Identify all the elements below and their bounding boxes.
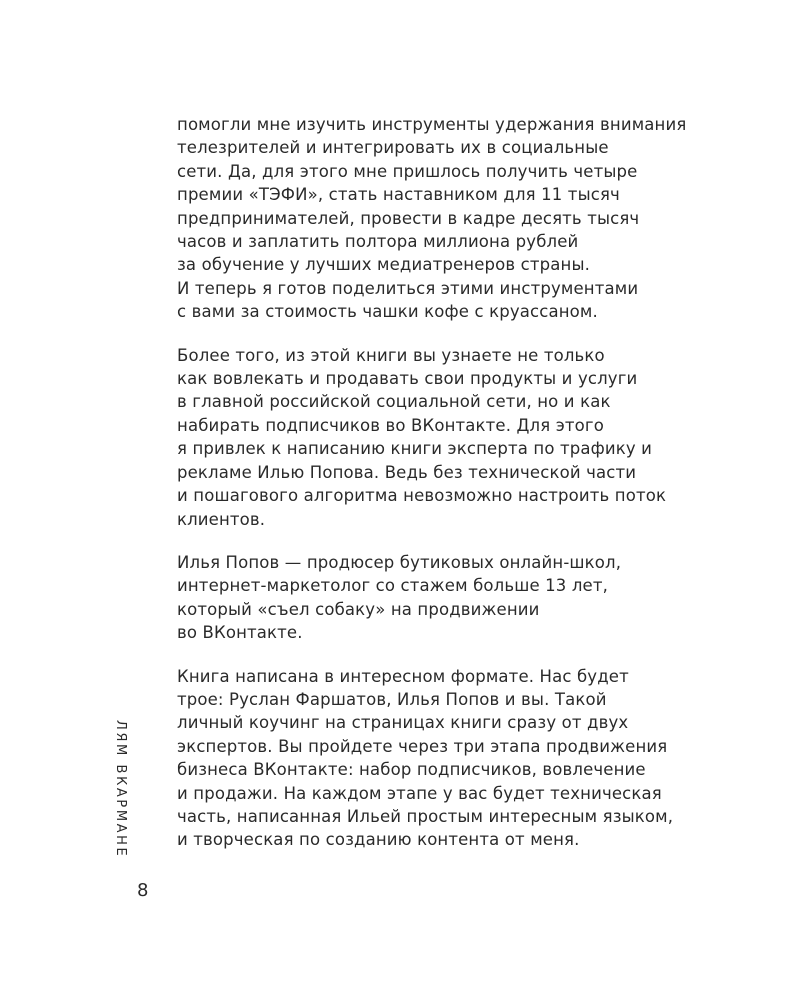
- text-line: интернет-маркетолог со стажем больше 13 лет,: [177, 576, 609, 596]
- text-line: телезрителей и интегрировать их в социальные: [177, 138, 609, 158]
- text-line: как вовлекать и продавать свои продукты и услуги: [177, 369, 638, 389]
- text-line: и пошагового алгоритма невозможно настроить поток: [177, 486, 667, 506]
- text-line: премии «ТЭФИ», стать наставником для 11 тысяч: [177, 185, 620, 205]
- text-line: трое: Руслан Фаршатов, Илья Попов и вы. Такой: [177, 689, 607, 709]
- text-line: бизнеса ВКонтакте: набор подписчиков, вовлечение: [177, 760, 646, 780]
- text-line: за обучение у лучших медиатренеров страны.: [177, 255, 591, 275]
- text-line: Илья Попов — продюсер бутиковых онлайн-школ,: [177, 552, 622, 572]
- running-title: ЛЯМ ВКАРМАНЕ: [113, 720, 128, 859]
- page-number: 8: [137, 880, 149, 901]
- paragraph-4: [177, 665, 697, 852]
- text-line: экспертов. Вы пройдете через три этапа продвижения: [177, 736, 668, 756]
- text-line: Более того, из этой книги вы узнаете не только: [177, 345, 605, 365]
- text-line: предпринимателей, провести в кадре десять тысяч: [177, 208, 640, 228]
- text-line: И теперь я готов поделиться этими инструментами: [177, 278, 639, 298]
- text-line: в главной российской социальной сети, но и как: [177, 392, 611, 412]
- text-line: часть, написанная Ильей простым интересным языком,: [177, 806, 674, 826]
- paragraph-2: [177, 344, 697, 531]
- text-line: во ВКонтакте.: [177, 623, 303, 643]
- text-line: и творческая по созданию контента от меня.: [177, 830, 580, 850]
- paragraph-3: [177, 551, 697, 645]
- text-line: сети. Да, для этого мне пришлось получить четыре: [177, 161, 638, 181]
- body-text: [177, 113, 697, 872]
- text-line: с вами за стоимость чашки кофе с круассаном.: [177, 302, 598, 322]
- text-line: часов и заплатить полтора миллиона рублей: [177, 232, 579, 252]
- text-line: помогли мне изучить инструменты удержания внимания: [177, 115, 687, 134]
- text-line: который «съел собаку» на продвижении: [177, 599, 540, 619]
- text-line: я привлек к написанию книги эксперта по трафику и: [177, 439, 653, 459]
- text-line: личный коучинг на страницах книги сразу от двух: [177, 713, 629, 733]
- text-line: рекламе Илью Попова. Ведь без технической части: [177, 462, 637, 482]
- text-line: набирать подписчиков во ВКонтакте. Для этого: [177, 415, 604, 435]
- text-line: Книга написана в интересном формате. Нас будет: [177, 666, 629, 686]
- text-line: клиентов.: [177, 509, 266, 529]
- text-line: и продажи. На каждом этапе у вас будет техническая: [177, 783, 662, 803]
- paragraph-1: [177, 113, 697, 324]
